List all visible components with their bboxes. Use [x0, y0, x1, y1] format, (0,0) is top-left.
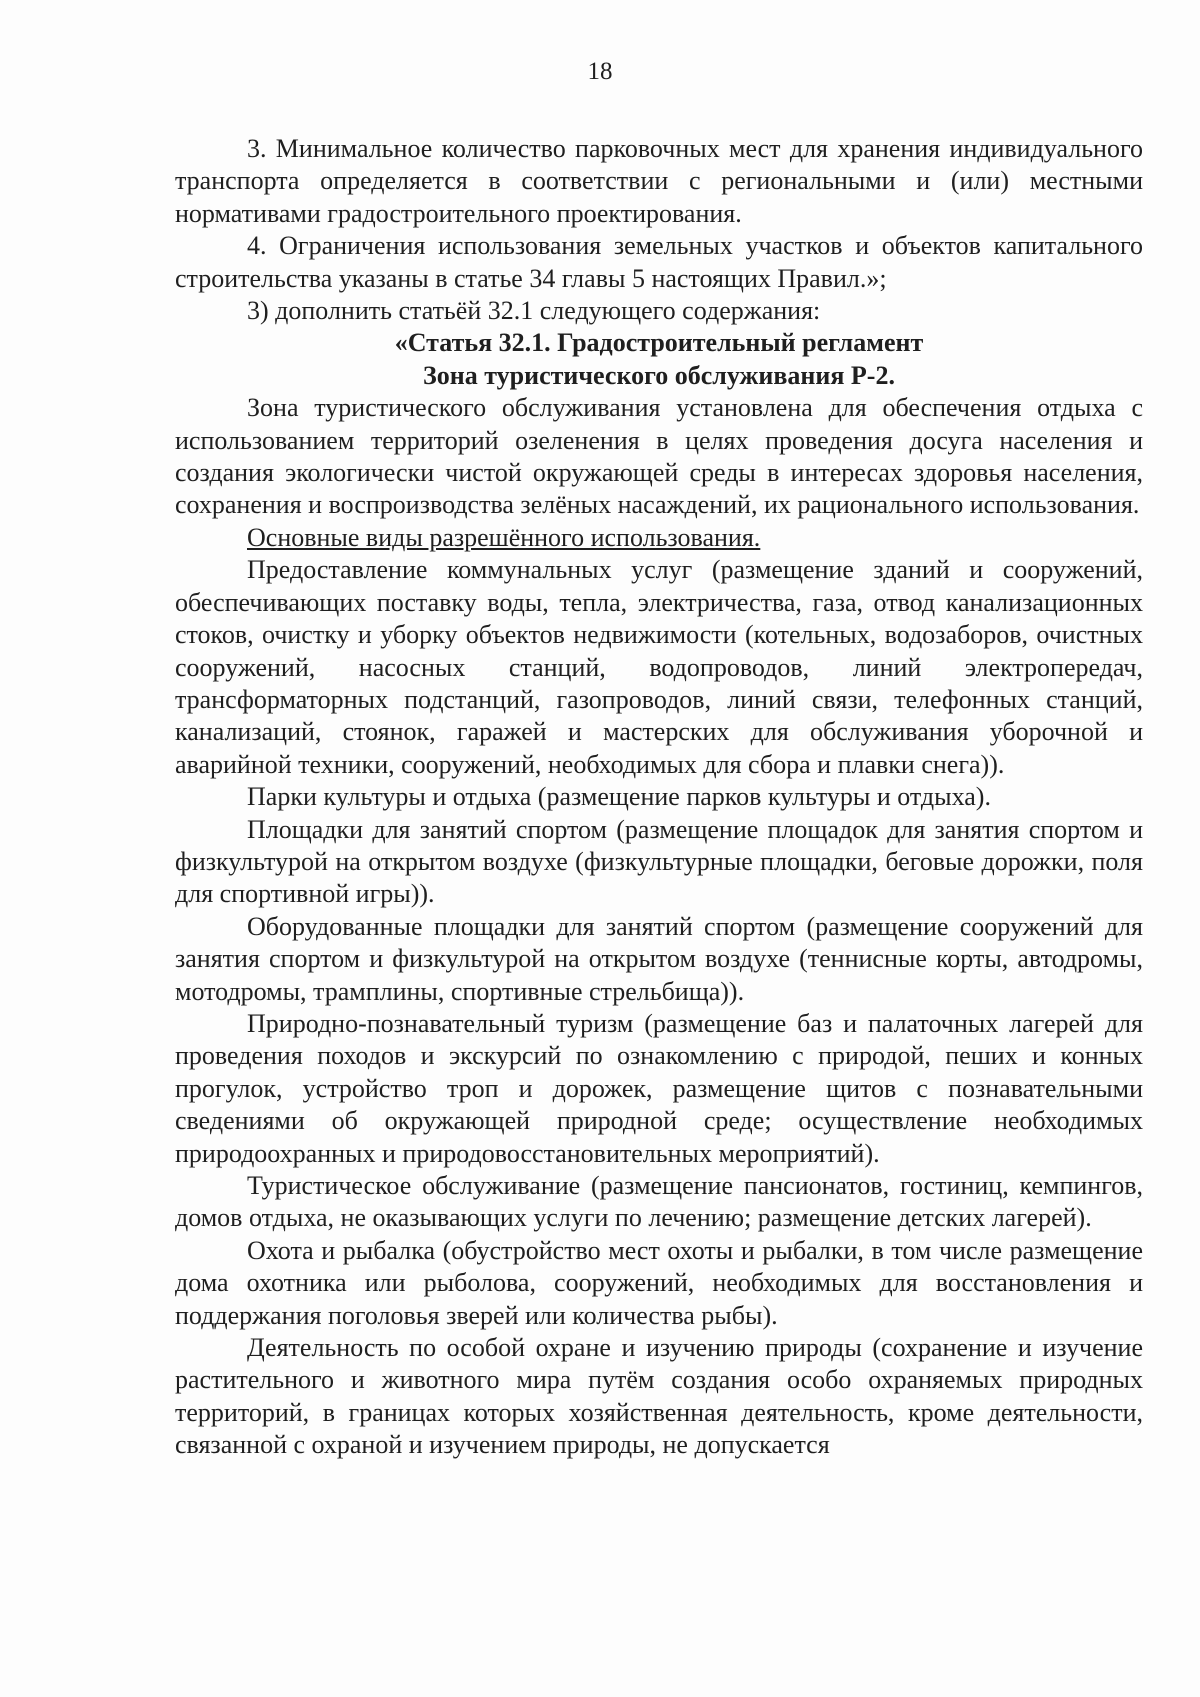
- zone-heading: Зона туристического обслуживания Р-2.: [423, 360, 895, 390]
- article-heading: «Статья 32.1. Градостроительный регламент: [394, 328, 924, 358]
- paragraph-nature-protection: Деятельность по особой охране и изучению природы (сохранение и изучение растительного и животного мира путём создания особо охраняемых природных территорий, в границах которых хозяйственная деятельность, кроме деятельности, связанной с охраной и изучением природы, не допускается: [175, 1333, 1143, 1460]
- paragraph-nature-tourism: Природно-познавательный туризм (размещение баз и палаточных лагерей для проведения походов и экскурсий по ознакомлению с природой, пеших и конных прогулок, устройство троп и дорожек, размещение щитов с познавательными сведениями об окружающей природной среде; осуществление необходимых природоохранных и природовосстановительных мероприятий).: [175, 1008, 1143, 1168]
- document-body: [175, 133, 1143, 1462]
- paragraph-utility-services: Предоставление коммунальных услуг (размещение зданий и сооружений, обеспечивающих поставку воды, тепла, электричества, газа, отвод канализационных стоков, очистку и уборку объектов недвижимости (котельных, водозаборов, очистных сооружений, насосных станций, водопроводов, линий электропередач, трансформаторных подстанций, газопроводов, линий связи, телефонных станций, канализаций, стоянок, гаражей и мастерских для обслуживания уборочной и аварийной техники, сооружений, необходимых для сбора и плавки снега)).: [175, 555, 1143, 779]
- paragraph-hunting-fishing: Охота и рыбалка (обустройство мест охоты и рыбалки, в том числе размещение дома охотника или рыболова, сооружений, необходимых для восстановления и поддержания поголовья зверей или количества рыбы).: [175, 1235, 1143, 1330]
- paragraph-tourist-services: Туристическое обслуживание (размещение пансионатов, гостиниц, кемпингов, домов отдыха, не оказывающих услуги по лечению; размещение детских лагерей).: [175, 1171, 1143, 1233]
- paragraph-land-use-restrictions: 4. Ограничения использования земельных участков и объектов капитального строительства указаны в статье 34 главы 5 настоящих Правил.»;: [175, 231, 1143, 293]
- paragraph-parking-minimum: 3. Минимальное количество парковочных мест для хранения индивидуального транспорта определяется в соответствии с региональными и (или) местными нормативами градостроительного проектирования.: [175, 134, 1143, 228]
- page-number: 18: [587, 58, 613, 85]
- paragraph-parks: Парки культуры и отдыха (размещение парков культуры и отдыха).: [247, 782, 991, 812]
- paragraph-sports-grounds: Площадки для занятий спортом (размещение площадок для занятия спортом и физкультурой на открытом воздухе (физкультурные площадки, беговые дорожки, поля для спортивной игры)).: [175, 814, 1143, 909]
- section-title-text: Основные виды разрешённого использования.: [247, 522, 761, 552]
- paragraph-add-article: 3) дополнить статьёй 32.1 следующего содержания:: [247, 296, 821, 326]
- section-title-main-uses: [175, 522, 1143, 554]
- paragraph-zone-description: Зона туристического обслуживания установлена для обеспечения отдыха с использованием территорий озеленения в целях проведения досуга населения и создания экологически чистой окружающей среды в интересах здоровья населения, сохранения и воспроизводства зелёных насаждений, их рационального использования.: [175, 393, 1143, 520]
- paragraph-equipped-sports-grounds: Оборудованные площадки для занятий спортом (размещение сооружений для занятия спортом и физкультурой на открытом воздухе (теннисные корты, автодромы, мотодромы, трамплины, спортивные стрельбища)).: [175, 911, 1143, 1006]
